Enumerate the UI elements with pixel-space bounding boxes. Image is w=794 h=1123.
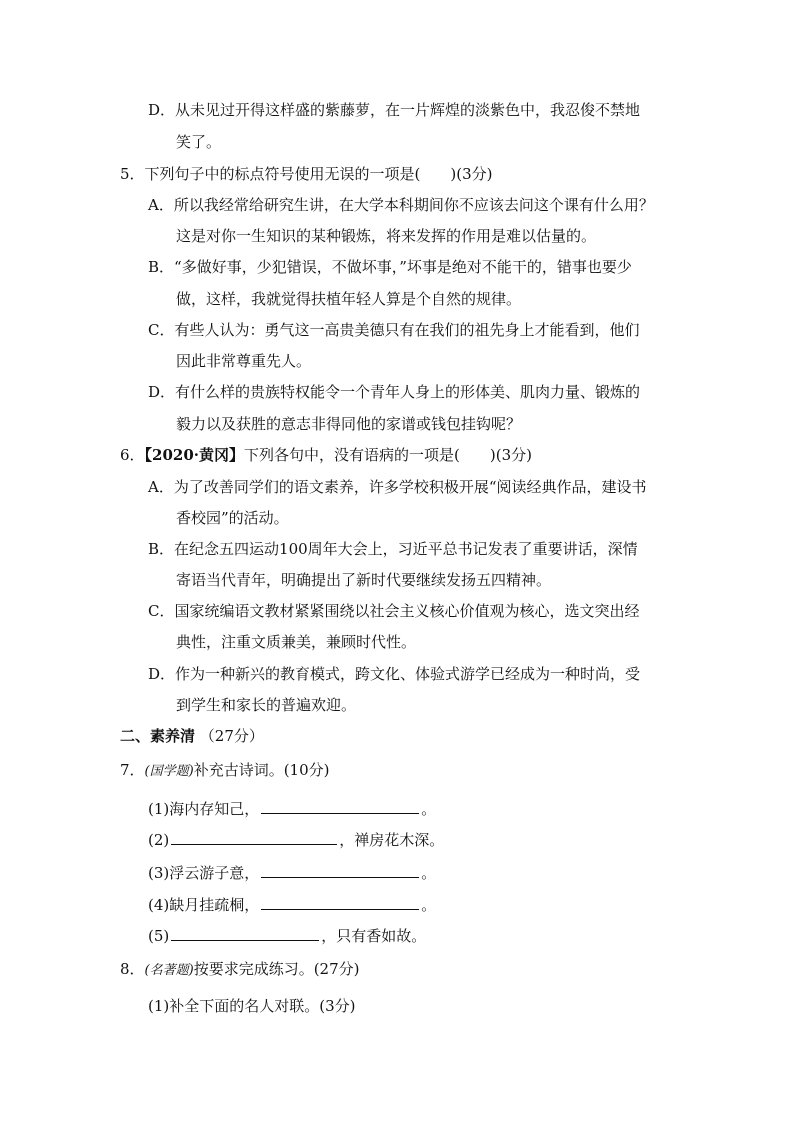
q5-option-b-line2: 做，这样，我就觉得扶植年轻人算是个自然的规律。 [176,290,522,308]
q6-source-tag: 【2020·黄冈】 [144,446,245,464]
q7-item-3 [148,861,436,883]
q7-item-5-text: (5) [148,927,170,945]
q6-stem-line [120,444,532,466]
q6-option-d-line2: 到学生和家长的普遍欢迎。 [176,696,357,714]
q7-item-2 [148,828,444,850]
q7-item-3-end: 。 [421,864,437,882]
q7-stem: 补充古诗词。(10分) [193,761,330,779]
q6-stem: 下列各句中，没有语病的一项是( )(3分) [244,446,532,464]
q8-number: 8． [120,960,145,978]
q5-stem: 5．下列句子中的标点符号使用无误的一项是( )(3分) [120,165,493,183]
q6-number: 6． [120,446,145,464]
q7-item-2-text: (2) [148,831,170,849]
q5-option-c-line1: C．有些人认为：勇气这一高贵美德只有在我们的祖先身上才能看到，他们 [148,321,640,339]
q7-item-5-end: ，只有香如故。 [321,927,427,945]
q8-stem-line [120,958,360,980]
q7-item-3-blank[interactable] [261,861,419,878]
q6-option-b-line2: 寄语当代青年，明确提出了新时代要继续发扬五四精神。 [176,571,552,589]
q7-item-1 [148,797,436,819]
q6-option-c-line1: C．国家统编语文教材紧紧围绕以社会主义核心价值观为核心，选文突出经 [148,602,640,620]
q5-option-c-line2: 因此非常尊重先人。 [176,352,312,370]
q7-stem-line [120,759,330,781]
q6-option-d-line1: D．作为一种新兴的教育模式，跨文化、体验式游学已经成为一种时尚，受 [148,665,641,683]
q7-item-1-blank[interactable] [261,797,419,814]
q7-item-1-text: (1)海内存知己， [148,800,260,818]
q8-subquestion-1: (1)补全下面的名人对联。(3分) [148,997,356,1015]
q5-option-a-line1: A．所以我经常给研究生讲，在大学本科期间你不应该去问这个课有什么用？ [148,196,654,214]
q5-option-b-line1: B．“多做好事，少犯错误，不做坏事，”坏事是绝对不能干的，错事也要少 [148,258,632,276]
q8-stem: 按要求完成练习。(27分) [193,960,360,978]
q7-item-5-blank[interactable] [171,924,319,941]
q4-option-d-line2: 笑了。 [176,133,222,151]
q6-option-a-line2: 香校园”的活动。 [176,509,289,527]
q7-item-4-end: 。 [421,896,437,914]
section-2-title: 二、素养清 [120,727,196,745]
q5-option-a-line2: 这是对你一生知识的某种锻炼，将来发挥的作用是难以估量的。 [176,227,597,245]
section-2-score: （27分） [199,727,264,745]
q4-option-d-line1: D．从未见过开得这样盛的紫藤萝，在一片辉煌的淡紫色中，我忍俊不禁地 [148,101,641,119]
q7-item-4-blank[interactable] [261,893,419,910]
q6-option-b-line1: B．在纪念五四运动100周年大会上，习近平总书记发表了重要讲话，深情 [148,540,638,558]
q7-item-2-blank[interactable] [171,828,337,845]
q7-tag: (国学题) [144,764,194,779]
q5-option-d-line2: 毅力以及获胜的意志非得同他的家谱或钱包挂钩呢？ [176,415,522,433]
q7-item-5 [148,924,426,946]
section-2-heading [120,725,264,747]
q5-option-d-line1: D．有什么样的贵族特权能令一个青年人身上的形体美、肌肉力量、锻炼的 [148,383,641,401]
q8-tag: (名著题) [144,963,194,978]
q6-option-a-line1: A．为了改善同学们的语文素养，许多学校积极开展“阅读经典作品，建设书 [148,478,647,496]
q7-item-4 [148,893,436,915]
q6-option-c-line2: 典性，注重文质兼美，兼顾时代性。 [176,633,417,651]
q7-item-3-text: (3)浮云游子意， [148,864,260,882]
q7-number: 7． [120,761,145,779]
q7-item-4-text: (4)缺月挂疏桐， [148,896,260,914]
q7-item-2-end: ，禅房花木深。 [339,831,445,849]
q7-item-1-end: 。 [421,800,437,818]
